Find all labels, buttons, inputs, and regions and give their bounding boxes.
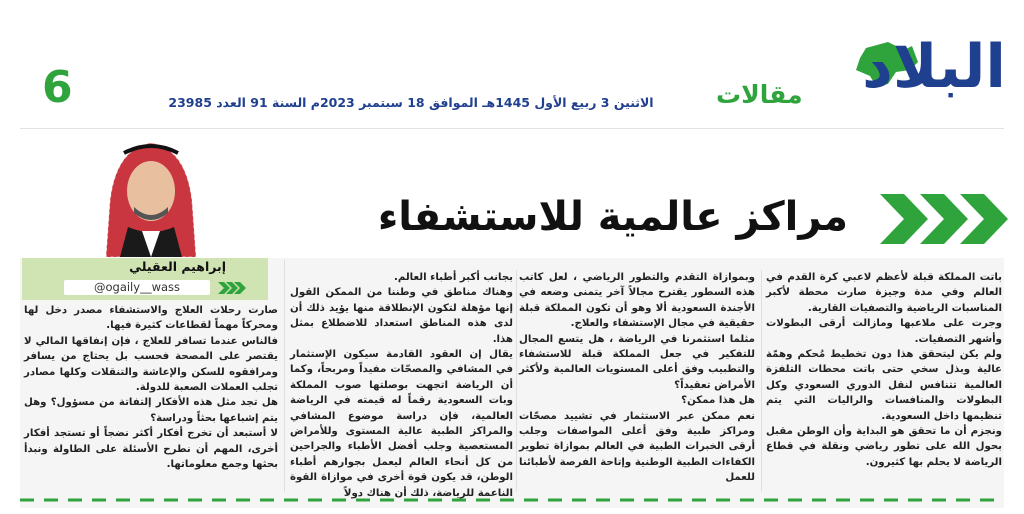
page-number: 6: [42, 62, 73, 113]
chevrons-icon: [218, 281, 246, 295]
author-twitter-handle[interactable]: @ogaily__wass: [64, 280, 210, 295]
paragraph: وجرت على ملاعبها ومازالت أرقى البطولات وأشهر التصفيات.: [766, 318, 1002, 345]
article-column-2: [519, 270, 755, 486]
paragraph: نعم ممكن عبر الاستثمار في تشييد مصحّات ومراكز طبية وفق أعلى المواصفات وجلب أرقى الخبرات الطبية في العالم بموازاة تطوير الكفاءات الطبية الوطنية وإتاحة الفرصة لأطبائنا للعمل: [519, 410, 755, 484]
paragraph: ولم يكن ليتحقق هذا دون تخطيط مُحكم وهمّة عالية وبذل سخي حتى باتت محطات التلفزة العالمية تتنافس لنقل الدوري السعودي وكل البطولات والمنافسات والراليات التي يتم تنظيمها داخل السعودية.: [766, 349, 1002, 422]
author-name: إبراهيم العقيلي: [129, 259, 226, 274]
paragraph: وبموازاة التقدم والتطور الرياضي ، لعل كاتب هذه السطور يقترح مجالاً آخر يتمنى وضعه في الأجندة السعودية ألا وهو أن تكون المملكة قبلة حقيقية في مجال الإستشفاء والعلاج.: [519, 272, 755, 330]
paragraph: بجانب أكبر أطباء العالم.: [393, 272, 513, 283]
paragraph: وهناك مناطق في وطننا من الممكن القول إنها مؤهلة لتكون الإنطلاقة منها يؤيد ذلك أن لدى هذه المناطق استعداد للاضطلاع بمثل هذا.: [290, 287, 513, 345]
paragraph: لا أستبعد أن تخرج أفكار أكثر نضجاً أو تستجد أفكار أخرى، المهم أن نطرح الأسئلة على الطاولة ونبدأ بحثها وجمع معلوماتها.: [24, 428, 278, 471]
article-column-3: [290, 270, 513, 501]
column-divider: [761, 270, 762, 492]
column-divider: [284, 260, 285, 492]
article-column-1: [766, 270, 1002, 470]
column-divider: [516, 270, 517, 492]
issue-date-line: الاثنين 3 ربيع الأول 1445هـ الموافق 18 سبتمبر 2023م السنة 91 العدد 23985: [168, 95, 654, 110]
paragraph: صارت رحلات العلاج والاستشفاء مصدر دخل لها ومحركاً مهماً لقطاعات كثيرة فيها.: [24, 305, 278, 332]
logo-wordmark: البلاد: [862, 32, 1006, 102]
paragraph: هل هذا ممكن؟: [681, 395, 755, 407]
chevrons-icon: [880, 190, 1010, 248]
article-headline: مراكز عالمية للاستشفاء: [377, 194, 848, 240]
paragraph: يقال إن العقود القادمة سيكون الإستثمار في المشافي والمصحّات مفيداً ومربحاً، وكما أن الرياضة اتجهت بوصلتها صوب المملكة وبات السعودية رقماً له قيمته في الرياضة العالمية، فإن دراسة موضوع المشافي والمراكز الطبية عالية المستوى وللأمراض المستعصية وجلب أفضل الأطباء والجراحين من كل أنحاء العالم ليعمل بجوارهم أطباء الوطن، قد يكون قوة أخرى في موازاة القوة الناعمة للرياضة، ذلك أن هناك دولاً: [290, 349, 513, 499]
author-photo: [76, 131, 226, 257]
paragraph: مثلما استثمرنا في الرياضة ، هل يتسع المجال للتفكير في جعل المملكة قبلة للاستشفاء والتطبيب وفق أعلى المستويات العالمية ولأكثر الأمراض تعقيداً؟: [519, 333, 755, 391]
paragraph: ونجزم أن ما تحقق هو البداية وأن الوطن مقبل بحول الله على تطور رياضي ونقلة في قطاع الرياضة لا يحلم بها كثيرون.: [766, 426, 1002, 468]
paragraph: هل تجد مثل هذه الأفكار إلتفاتة من مسؤول؟ وهل يتم إشباعها بحثاً ودراسة؟: [24, 397, 278, 424]
paragraph: فالناس عندما تسافر للعلاج ، فإن إنفاقها المالي لا يقتصر على المصحة فحسب بل يحتاج من يسافر ومرافقوه للسكن والإعاشة والتنقلات وكلها مصادر تجلب العملات الصعبة للدولة.: [24, 335, 278, 394]
paragraph: باتت المملكة قبلة لأعظم لاعبي كرة القدم في العالم وفي مدة وجيزة صارت محطة لأكبر المناسبات الرياضية والتصفيات القارية.: [766, 272, 1002, 314]
article-column-4: [24, 303, 278, 472]
footer-dashed-rule: [20, 498, 1004, 502]
section-label: مقالات: [716, 80, 803, 109]
masthead-divider: [20, 128, 1004, 129]
